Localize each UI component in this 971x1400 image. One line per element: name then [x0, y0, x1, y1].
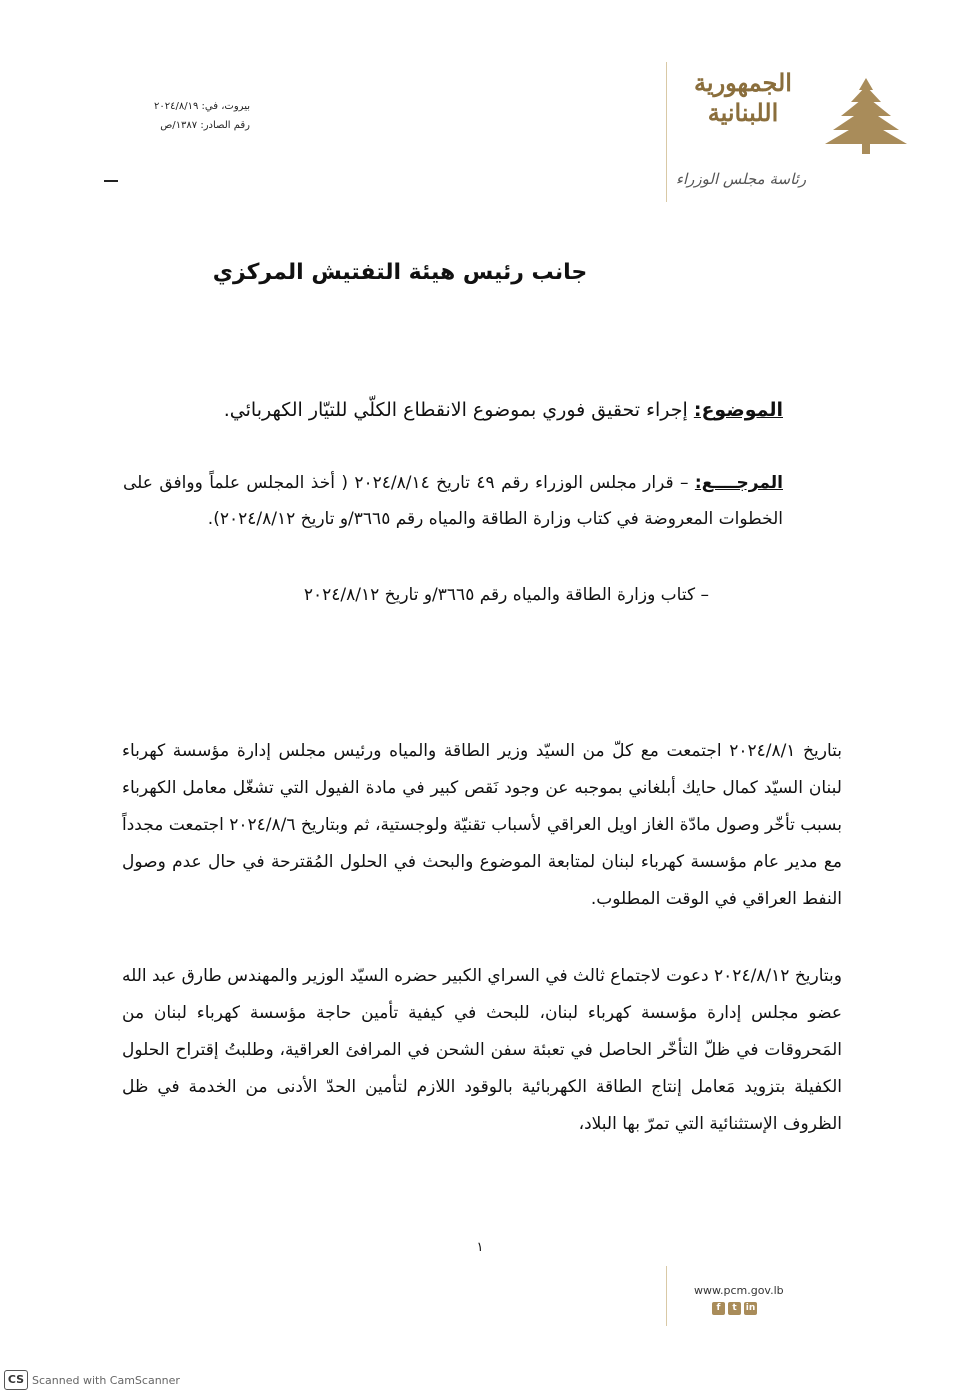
subject-label: الموضوع: — [693, 399, 783, 421]
letterhead-divider — [666, 62, 667, 202]
reference-block — [70, 97, 250, 135]
reference-item-1 — [123, 465, 783, 537]
linkedin-icon[interactable]: in — [745, 1303, 756, 1313]
website-link[interactable]: www.pcm.gov.lb — [694, 1284, 784, 1297]
social-icons — [712, 1302, 757, 1315]
camscanner-text: Scanned with CamScanner — [32, 1373, 180, 1387]
page-number: ١ — [476, 1240, 484, 1255]
facebook-icon[interactable]: f — [712, 1302, 725, 1315]
footer-divider — [666, 1266, 667, 1326]
place-date: بيروت، في: ٢٠٢٤/٨/١٩ — [154, 101, 250, 112]
addressee: جانب رئيس هيئة التفتيش المركزي — [212, 260, 588, 285]
emblem-line-2: اللبنانية — [707, 98, 779, 127]
dash-mark — [104, 180, 118, 182]
twitter-icon[interactable]: t — [728, 1302, 741, 1315]
subject-line — [123, 396, 783, 424]
republic-emblem-text — [673, 68, 813, 128]
camscanner-watermark — [4, 1370, 180, 1390]
reference-label: المرجــــع: — [694, 473, 783, 493]
reference-text-1: – قرار مجلس الوزراء رقم ٤٩ تاريخ ٢٠٢٤/٨/١٤ ( أخذ المجلس علماً ووافق على الخطوات المعروضة في كتاب وزارة الطاقة والمياه رقم ٣٦٦٥/و تاريخ ٢٠٢٤/٨/١٢). — [123, 473, 783, 529]
subject-text: إجراء تحقيق فوري بموضوع الانقطاع الكلّي للتيّار الكهربائي. — [223, 399, 694, 421]
outgoing-number: رقم الصادر: ١٣٨٧/ص — [160, 120, 250, 131]
body-paragraph-1: بتاريخ ٢٠٢٤/٨/١ اجتمعت مع كلّ من السيّد وزير الطاقة والمياه ورئيس مجلس إدارة مؤسسة كهرباء لبنان السيّد كمال حايك أبلغاني بموجبه عن وجود نَقص كبير في مادة الفيول التي تشغّل معامل الكهرباء بسبب تأخّر وصول مادّة الغاز اويل العراقي لأسباب تقنيّة ولوجستية، ثم وبتاريخ ٢٠٢٤/٨/٦ اجتمعت مجدداً مع مدير عام مؤسسة كهرباء لبنان لمتابعة الموضوع والبحث في الحلول المُقترحة في حال عدم وصول النفط العراقي في الوقت المطلوب. — [122, 741, 842, 909]
emblem-line-1: الجمهورية — [694, 68, 792, 97]
camscanner-logo: CS — [4, 1370, 28, 1390]
cedar-tree-icon — [821, 74, 911, 156]
letterhead — [666, 62, 911, 202]
reference-item-2: – كتاب وزارة الطاقة والمياه رقم ٣٦٦٥/و تاريخ ٢٠٢٤/٨/١٢ — [303, 585, 709, 605]
body-paragraph-2: وبتاريخ ٢٠٢٤/٨/١٢ دعوت لاجتماع ثالث في السراي الكبير حضره السيّد الوزير والمهندس طارق عبد الله عضو مجلس إدارة مؤسسة كهرباء لبنان، للبحث في كيفية تأمين حاجة مؤسسة كهرباء لبنان من المَحروقات في ظلّ التأخّر الحاصل في تعبئة سفن الشحن في المرافئ العراقية، وطلبتُ إقتراح الحلول الكفيلة بتزويد مَعامل إنتاج الطاقة الكهربائية بالوقود اللازم لتأمين الحدّ الأدنى من الخدمة في ظل الظروف الإستثنائية التي تمرّ بها البلاد، — [122, 966, 842, 1134]
office-name: رئاسة مجلس الوزراء — [675, 170, 807, 188]
